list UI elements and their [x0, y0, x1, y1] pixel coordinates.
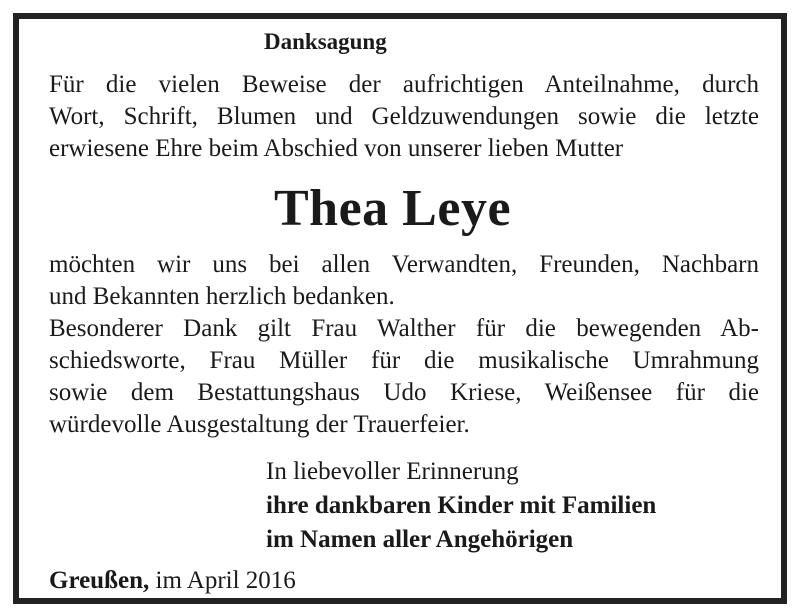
intro-line: Wort, Schrift, Blumen und Geldzuwendungen sowie die letzte	[49, 103, 759, 130]
intro-paragraph	[49, 69, 759, 165]
special-thanks-line: würdevolle Ausgestaltung der Trauerfeier.	[49, 411, 470, 438]
deceased-name: Thea Leye	[274, 180, 512, 237]
special-thanks-line: schiedsworte, Frau Müller für die musikalische Umrahmung	[49, 347, 759, 374]
notice-heading: Danksagung	[264, 29, 387, 54]
place-date-line	[49, 567, 296, 595]
special-thanks-paragraph	[49, 313, 759, 441]
place-name: Greußen,	[49, 567, 150, 594]
thanks-line: und Bekannten herzlich bedanken.	[49, 283, 395, 310]
closing-signatories: ihre dankbaren Kinder mit Familien	[266, 492, 657, 519]
closing-remembrance: In liebevoller Erinnerung	[266, 458, 519, 485]
special-thanks-line: sowie dem Bestattungshaus Udo Kriese, Weißensee für die	[49, 379, 759, 406]
closing-relatives: im Namen aller Angehörigen	[266, 526, 574, 553]
obituary-notice-frame	[13, 13, 787, 604]
closing-block	[266, 455, 656, 557]
thanks-paragraph	[49, 249, 759, 313]
thanks-line: möchten wir uns bei allen Verwandten, Freunden, Nachbarn	[49, 251, 759, 278]
date-text: im April 2016	[155, 567, 296, 594]
special-thanks-line: Besonderer Dank gilt Frau Walther für die bewegenden Ab-	[49, 315, 759, 342]
intro-line: Für die vielen Beweise der aufrichtigen Anteilnahme, durch	[49, 71, 759, 98]
intro-line: erwiesene Ehre beim Abschied von unserer lieben Mutter	[49, 135, 624, 162]
